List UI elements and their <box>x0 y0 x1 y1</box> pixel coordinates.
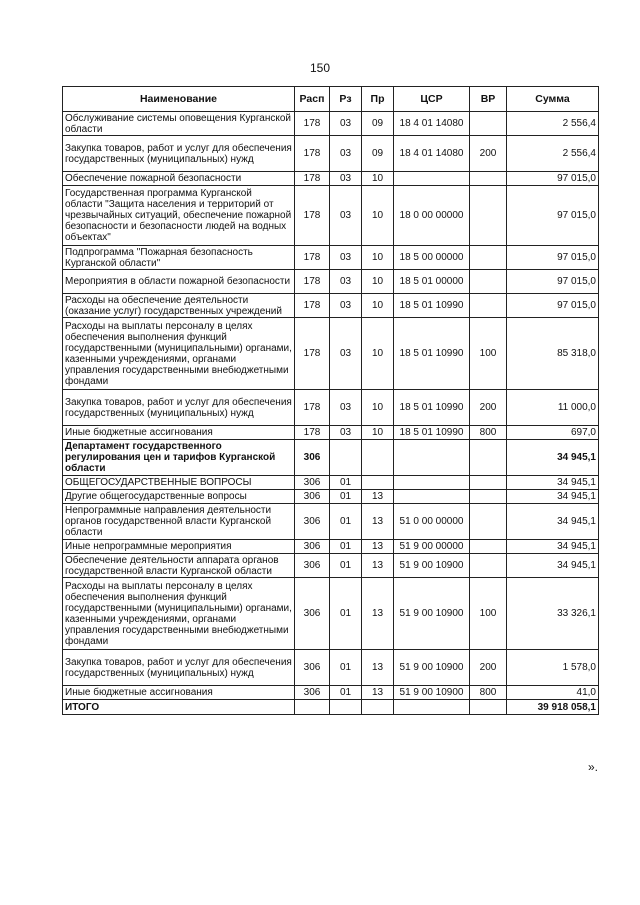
rasp-cell: 178 <box>295 294 330 318</box>
rz-cell: 01 <box>330 476 362 490</box>
total-empty-cell <box>362 700 394 715</box>
pr-cell: 10 <box>362 294 394 318</box>
pr-cell: 09 <box>362 112 394 136</box>
pr-cell: 13 <box>362 686 394 700</box>
table-row <box>63 136 599 172</box>
vr-cell <box>470 540 507 554</box>
table-row <box>63 270 599 294</box>
sum-cell: 1 578,0 <box>507 650 599 686</box>
table-row <box>63 578 599 650</box>
rasp-cell: 306 <box>295 476 330 490</box>
sum-cell: 2 556,4 <box>507 136 599 172</box>
header-pr: Пр <box>362 87 394 112</box>
csr-cell: 18 5 01 10990 <box>394 426 470 440</box>
rz-cell: 01 <box>330 540 362 554</box>
name-cell: Иные бюджетные ассигнования <box>63 686 295 700</box>
total-row <box>63 700 599 715</box>
name-cell: Государственная программа Курганской области "Защита населения и территорий от чрезвычайных ситуаций, обеспечение пожарной безопасности и безопасности людей на водных объектах" <box>63 186 295 246</box>
rasp-cell: 178 <box>295 390 330 426</box>
pr-cell: 10 <box>362 246 394 270</box>
closing-quote-mark: ». <box>588 760 599 774</box>
sum-cell: 97 015,0 <box>507 246 599 270</box>
pr-cell: 13 <box>362 504 394 540</box>
rz-cell: 03 <box>330 426 362 440</box>
vr-cell <box>470 504 507 540</box>
rasp-cell: 178 <box>295 112 330 136</box>
pr-cell: 10 <box>362 186 394 246</box>
pr-cell: 10 <box>362 172 394 186</box>
table-row <box>63 294 599 318</box>
rz-cell: 01 <box>330 578 362 650</box>
rz-cell: 03 <box>330 270 362 294</box>
sum-cell: 34 945,1 <box>507 476 599 490</box>
vr-cell <box>470 186 507 246</box>
rasp-cell: 306 <box>295 686 330 700</box>
total-empty-cell <box>330 700 362 715</box>
rz-cell: 03 <box>330 136 362 172</box>
pr-cell: 13 <box>362 650 394 686</box>
header-rasp: Расп <box>295 87 330 112</box>
sum-cell: 34 945,1 <box>507 440 599 476</box>
rz-cell: 03 <box>330 172 362 186</box>
table-body <box>63 112 599 700</box>
name-cell: Обеспечение пожарной безопасности <box>63 172 295 186</box>
sum-cell: 97 015,0 <box>507 270 599 294</box>
csr-cell: 18 4 01 14080 <box>394 112 470 136</box>
csr-cell: 51 9 00 00000 <box>394 540 470 554</box>
header-vr: ВР <box>470 87 507 112</box>
csr-cell <box>394 172 470 186</box>
pr-cell: 10 <box>362 390 394 426</box>
table-row <box>63 246 599 270</box>
table-header-row <box>63 87 599 112</box>
csr-cell: 51 9 00 10900 <box>394 578 470 650</box>
sum-cell: 85 318,0 <box>507 318 599 390</box>
vr-cell <box>470 490 507 504</box>
vr-cell <box>470 440 507 476</box>
name-cell: Подпрограмма "Пожарная безопасность Курганской области" <box>63 246 295 270</box>
rasp-cell: 306 <box>295 490 330 504</box>
vr-cell: 800 <box>470 426 507 440</box>
csr-cell: 51 9 00 10900 <box>394 650 470 686</box>
header-sum: Сумма <box>507 87 599 112</box>
rz-cell: 03 <box>330 246 362 270</box>
pr-cell: 13 <box>362 554 394 578</box>
table-row <box>63 318 599 390</box>
name-cell: Другие общегосударственные вопросы <box>63 490 295 504</box>
rasp-cell: 306 <box>295 504 330 540</box>
table-row <box>63 426 599 440</box>
rz-cell: 01 <box>330 490 362 504</box>
sum-cell: 97 015,0 <box>507 172 599 186</box>
sum-cell: 697,0 <box>507 426 599 440</box>
rz-cell: 01 <box>330 686 362 700</box>
rasp-cell: 178 <box>295 270 330 294</box>
name-cell: Закупка товаров, работ и услуг для обеспечения государственных (муниципальных) нужд <box>63 650 295 686</box>
pr-cell <box>362 476 394 490</box>
csr-cell <box>394 440 470 476</box>
table-row <box>63 650 599 686</box>
rasp-cell: 306 <box>295 554 330 578</box>
rz-cell: 03 <box>330 390 362 426</box>
sum-cell: 33 326,1 <box>507 578 599 650</box>
csr-cell <box>394 490 470 504</box>
vr-cell: 800 <box>470 686 507 700</box>
vr-cell: 200 <box>470 650 507 686</box>
sum-cell: 2 556,4 <box>507 112 599 136</box>
name-cell: Обслуживание системы оповещения Курганской области <box>63 112 295 136</box>
rz-cell: 03 <box>330 294 362 318</box>
vr-cell: 200 <box>470 136 507 172</box>
vr-cell <box>470 270 507 294</box>
name-cell: Закупка товаров, работ и услуг для обеспечения государственных (муниципальных) нужд <box>63 136 295 172</box>
total-label: ИТОГО <box>63 700 295 715</box>
table-row <box>63 172 599 186</box>
table-row <box>63 440 599 476</box>
csr-cell: 18 0 00 00000 <box>394 186 470 246</box>
pr-cell: 10 <box>362 270 394 294</box>
name-cell: Обеспечение деятельности аппарата органов государственной власти Курганской области <box>63 554 295 578</box>
csr-cell: 18 5 00 00000 <box>394 246 470 270</box>
csr-cell <box>394 476 470 490</box>
name-cell: Иные непрограммные мероприятия <box>63 540 295 554</box>
name-cell: Расходы на обеспечение деятельности (оказание услуг) государственных учреждений <box>63 294 295 318</box>
table-row <box>63 554 599 578</box>
csr-cell: 18 5 01 10990 <box>394 294 470 318</box>
csr-cell: 18 4 01 14080 <box>394 136 470 172</box>
table-row <box>63 540 599 554</box>
rz-cell: 03 <box>330 186 362 246</box>
rasp-cell: 306 <box>295 440 330 476</box>
vr-cell <box>470 172 507 186</box>
table-row <box>63 186 599 246</box>
pr-cell <box>362 440 394 476</box>
rasp-cell: 178 <box>295 246 330 270</box>
rasp-cell: 178 <box>295 318 330 390</box>
table-row <box>63 476 599 490</box>
pr-cell: 13 <box>362 490 394 504</box>
csr-cell: 51 9 00 10900 <box>394 554 470 578</box>
pr-cell: 13 <box>362 578 394 650</box>
pr-cell: 10 <box>362 426 394 440</box>
vr-cell <box>470 554 507 578</box>
rasp-cell: 306 <box>295 650 330 686</box>
vr-cell: 100 <box>470 578 507 650</box>
rasp-cell: 306 <box>295 578 330 650</box>
pr-cell: 13 <box>362 540 394 554</box>
table-row <box>63 490 599 504</box>
total-empty-cell <box>394 700 470 715</box>
rz-cell: 03 <box>330 318 362 390</box>
header-csr: ЦСР <box>394 87 470 112</box>
name-cell: Иные бюджетные ассигнования <box>63 426 295 440</box>
name-cell: Непрограммные направления деятельности органов государственной власти Курганской области <box>63 504 295 540</box>
name-cell: Департамент государственного регулирования цен и тарифов Курганской области <box>63 440 295 476</box>
rasp-cell: 178 <box>295 136 330 172</box>
name-cell: Расходы на выплаты персоналу в целях обеспечения выполнения функций государственными (муниципальными) органами, казенными учреждениями, органами управления государственными внебюджетными фондами <box>63 578 295 650</box>
vr-cell: 100 <box>470 318 507 390</box>
vr-cell <box>470 246 507 270</box>
rasp-cell: 178 <box>295 186 330 246</box>
sum-cell: 34 945,1 <box>507 554 599 578</box>
sum-cell: 34 945,1 <box>507 540 599 554</box>
rz-cell <box>330 440 362 476</box>
rz-cell: 01 <box>330 504 362 540</box>
budget-table <box>62 86 599 715</box>
rasp-cell: 178 <box>295 172 330 186</box>
name-cell: Расходы на выплаты персоналу в целях обеспечения выполнения функций государственными (муниципальными) органами, казенными учреждениями, органами управления государственными внебюджетными фондами <box>63 318 295 390</box>
table-row <box>63 390 599 426</box>
sum-cell: 11 000,0 <box>507 390 599 426</box>
sum-cell: 97 015,0 <box>507 294 599 318</box>
rz-cell: 03 <box>330 112 362 136</box>
pr-cell: 09 <box>362 136 394 172</box>
vr-cell <box>470 112 507 136</box>
total-empty-cell <box>470 700 507 715</box>
page-number: 150 <box>309 61 331 75</box>
csr-cell: 51 9 00 10900 <box>394 686 470 700</box>
rasp-cell: 306 <box>295 540 330 554</box>
csr-cell: 18 5 01 10990 <box>394 390 470 426</box>
vr-cell <box>470 294 507 318</box>
name-cell: Мероприятия в области пожарной безопасности <box>63 270 295 294</box>
sum-cell: 34 945,1 <box>507 504 599 540</box>
csr-cell: 51 0 00 00000 <box>394 504 470 540</box>
name-cell: Закупка товаров, работ и услуг для обеспечения государственных (муниципальных) нужд <box>63 390 295 426</box>
total-value: 39 918 058,1 <box>507 700 599 715</box>
rasp-cell: 178 <box>295 426 330 440</box>
rz-cell: 01 <box>330 650 362 686</box>
sum-cell: 34 945,1 <box>507 490 599 504</box>
vr-cell: 200 <box>470 390 507 426</box>
name-cell: ОБЩЕГОСУДАРСТВЕННЫЕ ВОПРОСЫ <box>63 476 295 490</box>
header-rz: Рз <box>330 87 362 112</box>
table-row <box>63 112 599 136</box>
sum-cell: 41,0 <box>507 686 599 700</box>
table-row <box>63 686 599 700</box>
sum-cell: 97 015,0 <box>507 186 599 246</box>
header-name: Наименование <box>63 87 295 112</box>
csr-cell: 18 5 01 10990 <box>394 318 470 390</box>
table-row <box>63 504 599 540</box>
pr-cell: 10 <box>362 318 394 390</box>
total-empty-cell <box>295 700 330 715</box>
csr-cell: 18 5 01 00000 <box>394 270 470 294</box>
rz-cell: 01 <box>330 554 362 578</box>
vr-cell <box>470 476 507 490</box>
